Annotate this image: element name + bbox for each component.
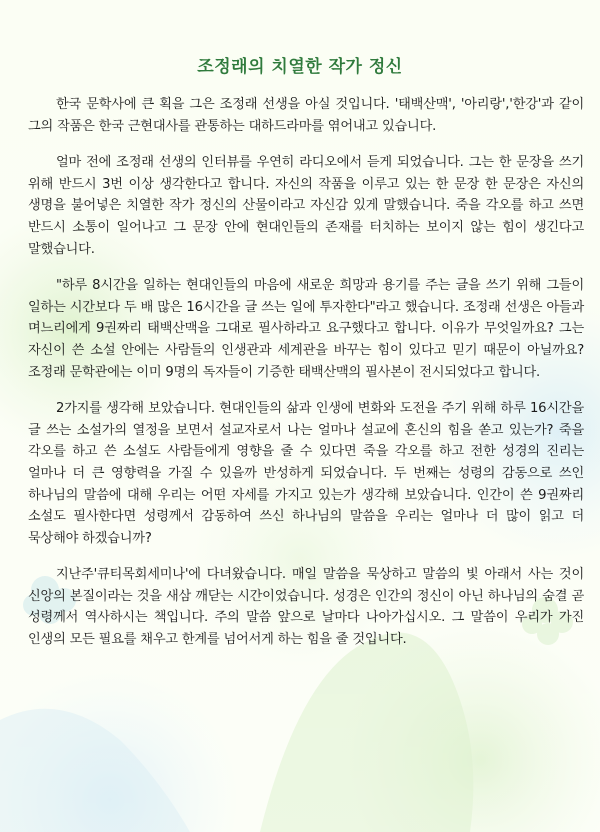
paragraph-3: "하루 8시간을 일하는 현대인들의 마음에 새로운 희망과 용기를 주는 글을 쓰기 위해 그들이 일하는 시간보다 두 배 많은 16시간을 글 쓰는 일에 투자한다"라고 했습니다. 조정래 선생은 아들과 며느리에게 9권짜리 태백산맥을 그대로 필사하라고 요구했다고 합니다. 이유가 무엇일까요? 그는 자신이 쓴 소설 안에는 사람들의 인생관과 세계관을 바꾸는 힘이 있다고 믿기 때문이 아닐까요? 조정래 문학관에는 이미 9명의 독자들이 기증한 태백산맥의 필사본이 전시되었다고 합니다. <box>28 278 584 380</box>
paragraph-2: 얼마 전에 조정래 선생의 인터뷰를 우연히 라디오에서 듣게 되었습니다. 그는 한 문장을 쓰기 위해 반드시 3번 이상 생각한다고 합니다. 자신의 작품을 이루고 있는 한 문장 한 문장은 자신의 생명을 불어넣은 치열한 작가 정신의 산물이라고 자신감 있게 말했습니다. 죽을 각오를 하고 쓰면 반드시 소통이 일어나고 그 문장 안에 현대인들의 존재를 터치하는 보이지 않는 힘이 생긴다고 말했습니다. <box>28 155 584 257</box>
paragraph-5: 지난주'큐티목회세미나'에 다녀왔습니다. 매일 말씀을 묵상하고 말씀의 빛 아래서 사는 것이 신앙의 본질이라는 것을 새삼 깨닫는 시간이었습니다. 성경은 인간의 정신이 아닌 하나님의 숨결 곧 성령께서 역사하시는 책입니다. 주의 말씀 앞으로 날마다 나아가십시오. 그 말씀이 우리가 가진 인생의 모든 필요를 채우고 한계를 넘어서게 하는 힘을 줄 것입니다. <box>28 567 584 648</box>
document-body <box>28 94 584 666</box>
paragraph-1: 한국 문학사에 큰 획을 그은 조정래 선생을 아실 것입니다. '태백산맥', '아리랑','한강'과 같이 그의 작품은 한국 근현대사를 관통하는 대하드라마를 엮어내고 있습니다. <box>28 97 584 134</box>
document-title: 조정래의 치열한 작가 정신 <box>197 57 403 77</box>
paragraph-4: 2가지를 생각해 보았습니다. 현대인들의 삶과 인생에 변화와 도전을 주기 위해 하루 16시간을 글 쓰는 소설가의 열정을 보면서 설교자로서 나는 얼마나 설교에 혼신의 힘을 쏟고 있는가? 죽을 각오를 하고 쓴 소설도 사람들에게 영향을 줄 수 있다면 죽을 각오를 하고 전한 성경의 진리는 얼마나 더 큰 영향력을 가질 수 있을까 반성하게 되었습니다. 두 번째는 성령의 감동으로 쓰인 하나님의 말씀에 대해 우리는 어떤 자세를 가지고 있는가 생각해 보았습니다. 인간이 쓴 9권짜리 소설도 필사한다면 성령께서 감동하여 쓰신 하나님의 말씀을 우리는 얼마나 더 많이 읽고 더 묵상해야 하겠습니까? <box>28 401 584 546</box>
